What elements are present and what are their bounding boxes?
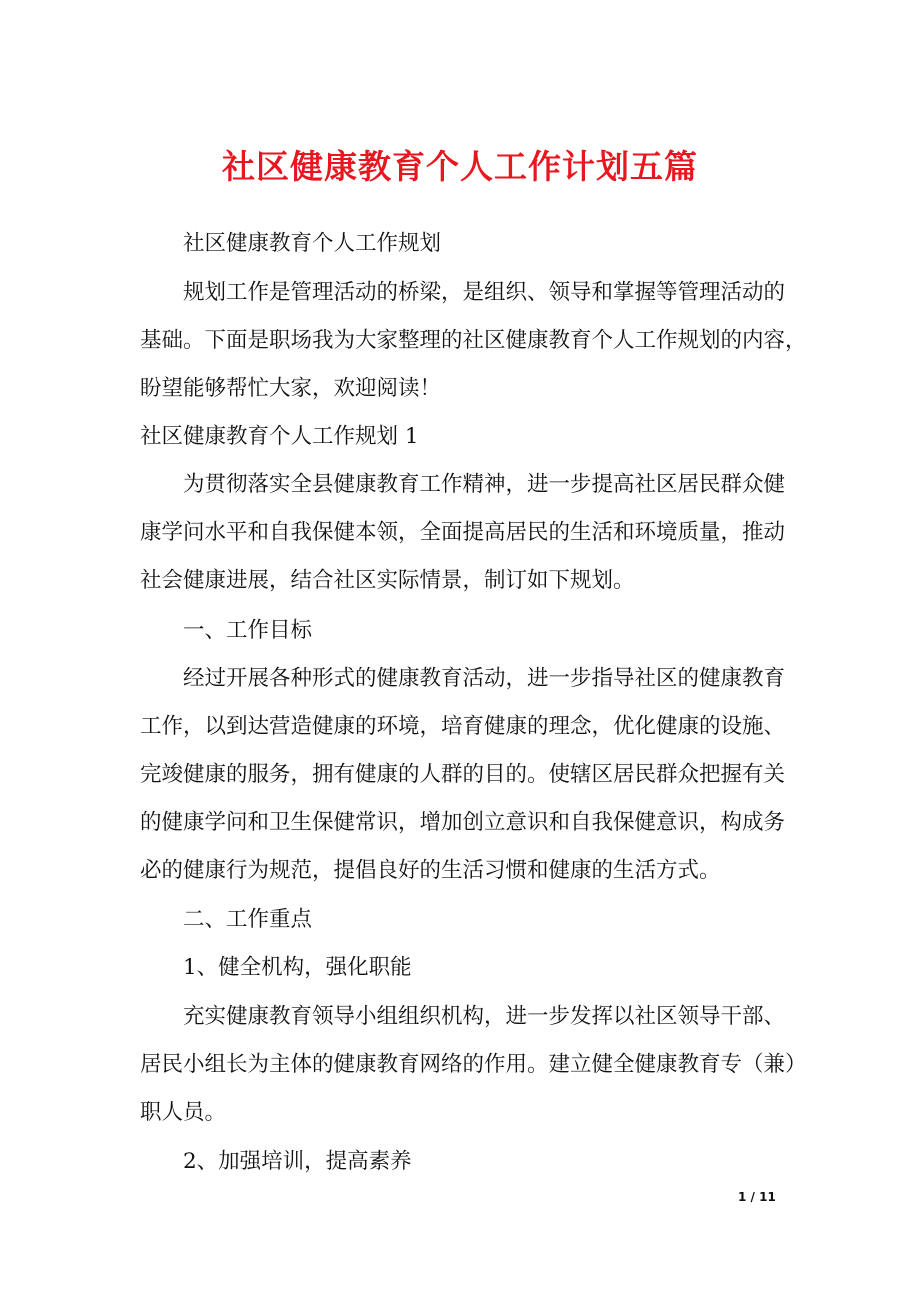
document-title: 社区健康教育个人工作计划五篇 [222,147,698,186]
paragraph-line: 工作，以到达营造健康的环境，培育健康的理念，优化健康的设施、 [140,714,786,739]
paragraph-line: 社会健康进展，结合社区实际情景，制订如下规划。 [140,568,635,593]
paragraph-line: 为贯彻落实全县健康教育工作精神，进一步提高社区居民群众健 [183,472,786,497]
paragraph-line: 盼望能够帮忙大家，欢迎阅读！ [140,376,442,401]
paragraph-line: 康学问水平和自我保健本领，全面提高居民的生活和环境质量，推动 [140,520,786,545]
paragraph-line: 经过开展各种形式的健康教育活动，进一步指导社区的健康教育 [183,666,786,691]
paragraph-line: 基础。下面是职场我为大家整理的社区健康教育个人工作规划的内容， [140,328,807,353]
subsection-heading: 1、健全机构，强化职能 [183,955,412,980]
paragraph-line: 规划工作是管理活动的桥梁，是组织、领导和掌握等管理活动的 [183,280,786,305]
section-heading: 一、工作目标 [183,618,313,643]
paragraph-line: 必的健康行为规范，提倡良好的生活习惯和健康的生活方式。 [140,858,721,883]
paragraph-line: 完竣健康的服务，拥有健康的人群的目的。使辖区居民群众把握有关 [140,762,786,787]
section-heading: 二、工作重点 [183,907,313,932]
paragraph-line: 社区健康教育个人工作规划 [183,231,442,256]
page-number: 1 / 11 [738,1190,776,1204]
section-heading: 社区健康教育个人工作规划 1 [140,424,419,449]
subsection-heading: 2、加强培训，提高素养 [183,1149,412,1174]
paragraph-line: 充实健康教育领导小组组织机构，进一步发挥以社区领导干部、 [183,1004,786,1029]
paragraph-line: 居民小组长为主体的健康教育网络的作用。建立健全健康教育专（兼） [140,1052,807,1077]
paragraph-line: 的健康学问和卫生保健常识，增加创立意识和自我保健意识，构成务 [140,810,786,835]
paragraph-line: 职人员。 [140,1100,227,1125]
